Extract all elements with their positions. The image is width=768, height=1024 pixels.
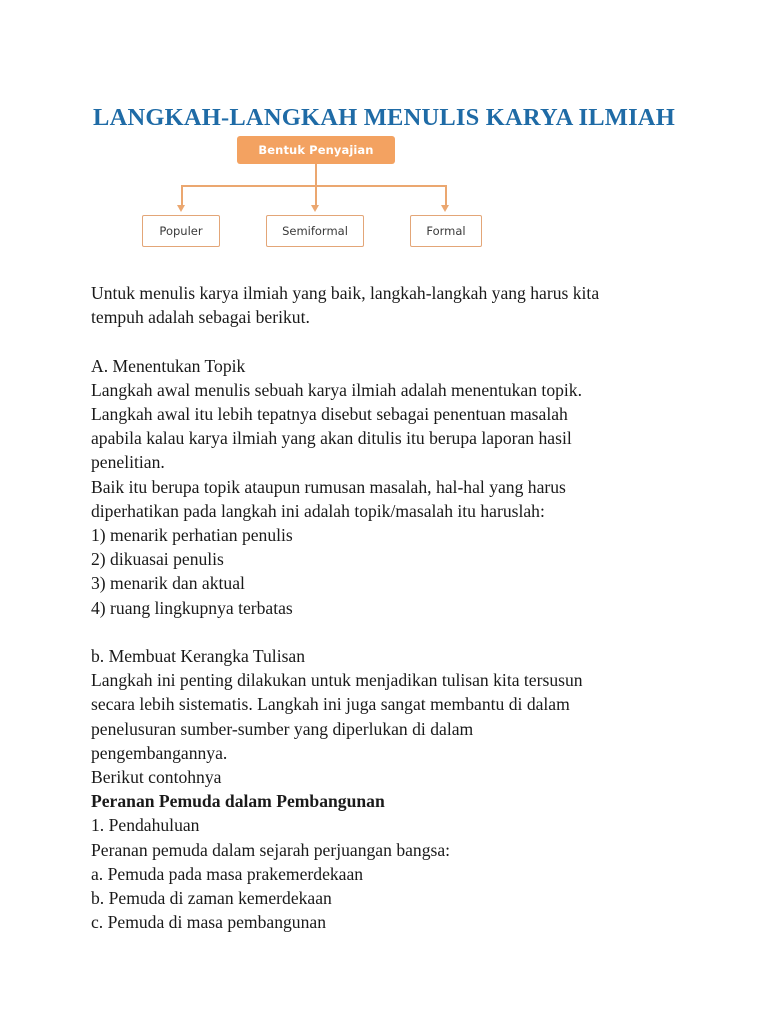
body-line: pengembangannya.	[91, 742, 228, 763]
body-line: 1) menarik perhatian penulis	[91, 525, 293, 546]
body-line: 1. Pendahuluan	[91, 815, 200, 836]
bentuk-penyajian-flowchart	[0, 130, 768, 260]
connector-drop-semiformal	[315, 185, 317, 207]
paragraph	[91, 281, 681, 329]
flowchart-node-semiformal	[266, 215, 364, 247]
flowchart-node-label: Semiformal	[282, 224, 348, 238]
body-line-heading: Peranan Pemuda dalam Pembangunan	[91, 791, 385, 812]
body-line: apabila kalau karya ilmiah yang akan ditulis itu berupa laporan hasil	[91, 428, 572, 449]
flowchart-node-populer	[142, 215, 220, 247]
body-line: 4) ruang lingkupnya terbatas	[91, 597, 293, 618]
flowchart-node-label: Formal	[426, 224, 466, 238]
body-line: Langkah awal itu lebih tepatnya disebut sebagai penentuan masalah	[91, 404, 568, 424]
body-line: A. Menentukan Topik	[91, 355, 246, 376]
body-line: secara lebih sistematis. Langkah ini juga sangat membantu di dalam	[91, 694, 570, 715]
paragraph	[91, 644, 681, 934]
body-line: Untuk menulis karya ilmiah yang baik, langkah-langkah yang harus kita	[91, 283, 600, 303]
body-line: penelusuran sumber-sumber yang diperlukan di dalam	[91, 718, 474, 739]
paragraph	[91, 354, 681, 620]
flowchart-node-label: Populer	[159, 224, 203, 238]
flowchart-root-node	[237, 136, 395, 164]
body-line: penelitian.	[91, 452, 165, 473]
arrow-down-icon-semiformal	[311, 205, 319, 212]
body-line: a. Pemuda pada masa prakemerdekaan	[91, 863, 364, 884]
connector-drop-populer	[181, 185, 183, 207]
body-line: Langkah awal menulis sebuah karya ilmiah adalah menentukan topik.	[91, 379, 583, 400]
body-line: b. Pemuda di zaman kemerdekaan	[91, 888, 332, 909]
body-line: Baik itu berupa topik ataupun rumusan masalah, hal-hal yang harus	[91, 476, 566, 497]
flowchart-root-label: Bentuk Penyajian	[258, 143, 374, 157]
connector-drop-formal	[445, 185, 447, 207]
body-line: 2) dikuasai penulis	[91, 549, 224, 570]
body-line: diperhatikan pada langkah ini adalah topik/masalah itu haruslah:	[91, 500, 545, 521]
flowchart-node-formal	[410, 215, 482, 247]
connector-rail	[181, 185, 446, 187]
body-line: Peranan pemuda dalam sejarah perjuangan bangsa:	[91, 839, 451, 860]
arrow-down-icon-formal	[441, 205, 449, 212]
body-line: tempuh adalah sebagai berikut.	[91, 307, 310, 328]
body-line: c. Pemuda di masa pembangunan	[91, 912, 327, 933]
connector-stem	[315, 164, 317, 186]
body-line: b. Membuat Kerangka Tulisan	[91, 646, 306, 667]
body-line: Langkah ini penting dilakukan untuk menjadikan tulisan kita tersusun	[91, 670, 583, 691]
body-line: Berikut contohnya	[91, 767, 222, 788]
document-body	[91, 281, 681, 934]
arrow-down-icon-populer	[177, 205, 185, 212]
body-line: 3) menarik dan aktual	[91, 573, 245, 594]
page-title: LANGKAH-LANGKAH MENULIS KARYA ILMIAH	[93, 104, 675, 132]
